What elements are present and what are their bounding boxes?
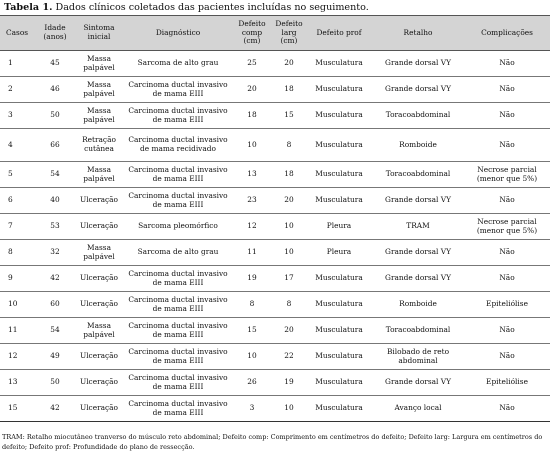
header-complicacoes: Complicações [464, 16, 550, 51]
cell-defeito-prof: Musculatura [306, 344, 372, 370]
cell-diagnostico: Carcinoma ductal invasivo de mama EIII [124, 266, 232, 292]
cell-defeito-larg: 10 [272, 214, 306, 240]
cell-casos: 6 [0, 188, 36, 214]
header-casos: Casos [0, 16, 36, 51]
cell-idade: 42 [36, 266, 74, 292]
cell-diagnostico: Carcinoma ductal invasivo de mama EIII [124, 188, 232, 214]
table-row [0, 344, 550, 370]
cell-diagnostico: Carcinoma ductal invasivo de mama EIII [124, 396, 232, 422]
cell-defeito-larg: 10 [272, 240, 306, 266]
cell-defeito-prof: Musculatura [306, 292, 372, 318]
cell-idade: 49 [36, 344, 74, 370]
cell-retalho: Grande dorsal VY [372, 51, 464, 77]
cell-defeito-larg: 15 [272, 103, 306, 129]
cell-complicacoes: Não [464, 188, 550, 214]
table-header-row [0, 16, 550, 51]
cell-idade: 46 [36, 77, 74, 103]
cell-idade: 45 [36, 51, 74, 77]
cell-casos: 2 [0, 77, 36, 103]
cell-defeito-comp: 19 [232, 266, 272, 292]
cell-complicacoes: Não [464, 396, 550, 422]
cell-idade: 40 [36, 188, 74, 214]
cell-defeito-comp: 3 [232, 396, 272, 422]
cell-sintoma: Ulceração [74, 266, 124, 292]
cell-retalho: Grande dorsal VY [372, 188, 464, 214]
header-sintoma: Sintoma inicial [74, 16, 124, 51]
header-idade: Idade (anos) [36, 16, 74, 51]
cell-idade: 42 [36, 396, 74, 422]
cell-casos: 3 [0, 103, 36, 129]
table-row [0, 370, 550, 396]
table-row [0, 129, 550, 162]
cell-retalho: Avanço local [372, 396, 464, 422]
clinical-data-table [0, 15, 550, 422]
cell-defeito-prof: Pleura [306, 240, 372, 266]
cell-complicacoes: Não [464, 51, 550, 77]
cell-retalho: Bilobado de reto abdominal [372, 344, 464, 370]
cell-retalho: Toracoabdominal [372, 103, 464, 129]
cell-diagnostico: Carcinoma ductal invasivo de mama EIII [124, 318, 232, 344]
cell-diagnostico: Carcinoma ductal invasivo de mama EIII [124, 370, 232, 396]
cell-idade: 53 [36, 214, 74, 240]
cell-defeito-larg: 8 [272, 292, 306, 318]
cell-sintoma: Ulceração [74, 214, 124, 240]
cell-defeito-prof: Musculatura [306, 129, 372, 162]
cell-complicacoes: Não [464, 129, 550, 162]
cell-defeito-larg: 10 [272, 396, 306, 422]
cell-sintoma: Massa palpável [74, 77, 124, 103]
table-row [0, 162, 550, 188]
cell-sintoma: Ulceração [74, 396, 124, 422]
cell-sintoma: Massa palpável [74, 103, 124, 129]
cell-defeito-larg: 17 [272, 266, 306, 292]
cell-idade: 50 [36, 103, 74, 129]
cell-retalho: Toracoabdominal [372, 318, 464, 344]
table-row [0, 240, 550, 266]
cell-complicacoes: Epiteliólise [464, 292, 550, 318]
cell-complicacoes: Não [464, 240, 550, 266]
header-diagnostico: Diagnóstico [124, 16, 232, 51]
table-row [0, 77, 550, 103]
cell-sintoma: Ulceração [74, 188, 124, 214]
cell-defeito-comp: 25 [232, 51, 272, 77]
cell-retalho: Toracoabdominal [372, 162, 464, 188]
cell-idade: 54 [36, 318, 74, 344]
cell-defeito-prof: Pleura [306, 214, 372, 240]
table-row [0, 318, 550, 344]
table-row [0, 188, 550, 214]
cell-casos: 9 [0, 266, 36, 292]
cell-defeito-prof: Musculatura [306, 318, 372, 344]
cell-defeito-comp: 10 [232, 129, 272, 162]
cell-casos: 4 [0, 129, 36, 162]
cell-complicacoes: Necrose parcial (menor que 5%) [464, 162, 550, 188]
cell-defeito-comp: 20 [232, 77, 272, 103]
cell-defeito-larg: 18 [272, 77, 306, 103]
header-defeito-comp: Defeito comp (cm) [232, 16, 272, 51]
cell-casos: 1 [0, 51, 36, 77]
header-defeito-prof: Defeito prof [306, 16, 372, 51]
cell-defeito-prof: Musculatura [306, 188, 372, 214]
table-row [0, 396, 550, 422]
cell-defeito-prof: Musculatura [306, 396, 372, 422]
cell-defeito-larg: 18 [272, 162, 306, 188]
cell-defeito-larg: 20 [272, 188, 306, 214]
cell-defeito-comp: 12 [232, 214, 272, 240]
cell-diagnostico: Carcinoma ductal invasivo de mama recidivado [124, 129, 232, 162]
cell-diagnostico: Carcinoma ductal invasivo de mama EIII [124, 292, 232, 318]
cell-diagnostico: Carcinoma ductal invasivo de mama EIII [124, 103, 232, 129]
header-retalho: Retalho [372, 16, 464, 51]
cell-retalho: Grande dorsal VY [372, 77, 464, 103]
cell-sintoma: Retração cutânea [74, 129, 124, 162]
cell-sintoma: Massa palpável [74, 240, 124, 266]
cell-retalho: Grande dorsal VY [372, 240, 464, 266]
cell-defeito-comp: 8 [232, 292, 272, 318]
cell-defeito-larg: 20 [272, 51, 306, 77]
table-row [0, 214, 550, 240]
cell-defeito-comp: 26 [232, 370, 272, 396]
header-defeito-larg: Defeito larg (cm) [272, 16, 306, 51]
cell-complicacoes: Necrose parcial (menor que 5%) [464, 214, 550, 240]
cell-sintoma: Massa palpável [74, 162, 124, 188]
cell-retalho: Romboide [372, 292, 464, 318]
cell-sintoma: Ulceração [74, 344, 124, 370]
cell-diagnostico: Carcinoma ductal invasivo de mama EIII [124, 162, 232, 188]
cell-casos: 13 [0, 370, 36, 396]
cell-sintoma: Massa palpável [74, 51, 124, 77]
cell-complicacoes: Epiteliólise [464, 370, 550, 396]
cell-complicacoes: Não [464, 318, 550, 344]
cell-diagnostico: Carcinoma ductal invasivo de mama EIII [124, 77, 232, 103]
cell-casos: 10 [0, 292, 36, 318]
cell-sintoma: Ulceração [74, 292, 124, 318]
cell-retalho: Romboide [372, 129, 464, 162]
cell-casos: 8 [0, 240, 36, 266]
cell-defeito-prof: Musculatura [306, 162, 372, 188]
cell-complicacoes: Não [464, 266, 550, 292]
cell-defeito-comp: 11 [232, 240, 272, 266]
cell-casos: 7 [0, 214, 36, 240]
cell-sintoma: Ulceração [74, 370, 124, 396]
cell-idade: 50 [36, 370, 74, 396]
cell-complicacoes: Não [464, 344, 550, 370]
cell-defeito-prof: Musculatura [306, 77, 372, 103]
cell-casos: 5 [0, 162, 36, 188]
cell-defeito-prof: Musculatura [306, 103, 372, 129]
cell-defeito-larg: 19 [272, 370, 306, 396]
cell-retalho: TRAM [372, 214, 464, 240]
cell-diagnostico: Sarcoma de alto grau [124, 51, 232, 77]
table-footnote: TRAM: Retalho miocutâneo tranverso do músculo reto abdominal; Defeito comp: Comprimento em centímetros do defeito; Defeito larg: Largura em centímetros do defeito; Defeito prof: Profundidade do plano de ressecção. [2, 433, 543, 451]
cell-idade: 32 [36, 240, 74, 266]
cell-idade: 60 [36, 292, 74, 318]
cell-retalho: Grande dorsal VY [372, 370, 464, 396]
cell-idade: 66 [36, 129, 74, 162]
cell-defeito-prof: Musculatura [306, 370, 372, 396]
cell-defeito-prof: Musculatura [306, 51, 372, 77]
cell-defeito-larg: 8 [272, 129, 306, 162]
cell-defeito-comp: 15 [232, 318, 272, 344]
table-row [0, 51, 550, 77]
cell-diagnostico: Sarcoma de alto grau [124, 240, 232, 266]
cell-complicacoes: Não [464, 77, 550, 103]
table-row [0, 266, 550, 292]
cell-retalho: Grande dorsal VY [372, 266, 464, 292]
cell-casos: 12 [0, 344, 36, 370]
cell-defeito-larg: 20 [272, 318, 306, 344]
cell-defeito-comp: 23 [232, 188, 272, 214]
cell-defeito-comp: 18 [232, 103, 272, 129]
cell-casos: 15 [0, 396, 36, 422]
table-row [0, 292, 550, 318]
cell-defeito-larg: 22 [272, 344, 306, 370]
cell-diagnostico: Sarcoma pleomórfico [124, 214, 232, 240]
table-label: Tabela 1. [4, 2, 53, 13]
table-caption [4, 2, 369, 14]
table-row [0, 103, 550, 129]
cell-diagnostico: Carcinoma ductal invasivo de mama EIII [124, 344, 232, 370]
cell-idade: 54 [36, 162, 74, 188]
cell-defeito-comp: 13 [232, 162, 272, 188]
cell-complicacoes: Não [464, 103, 550, 129]
cell-sintoma: Massa palpável [74, 318, 124, 344]
cell-casos: 11 [0, 318, 36, 344]
cell-defeito-comp: 10 [232, 344, 272, 370]
cell-defeito-prof: Musculatura [306, 266, 372, 292]
table-caption-text: Dados clínicos coletados das pacientes incluídas no seguimento. [52, 2, 369, 13]
